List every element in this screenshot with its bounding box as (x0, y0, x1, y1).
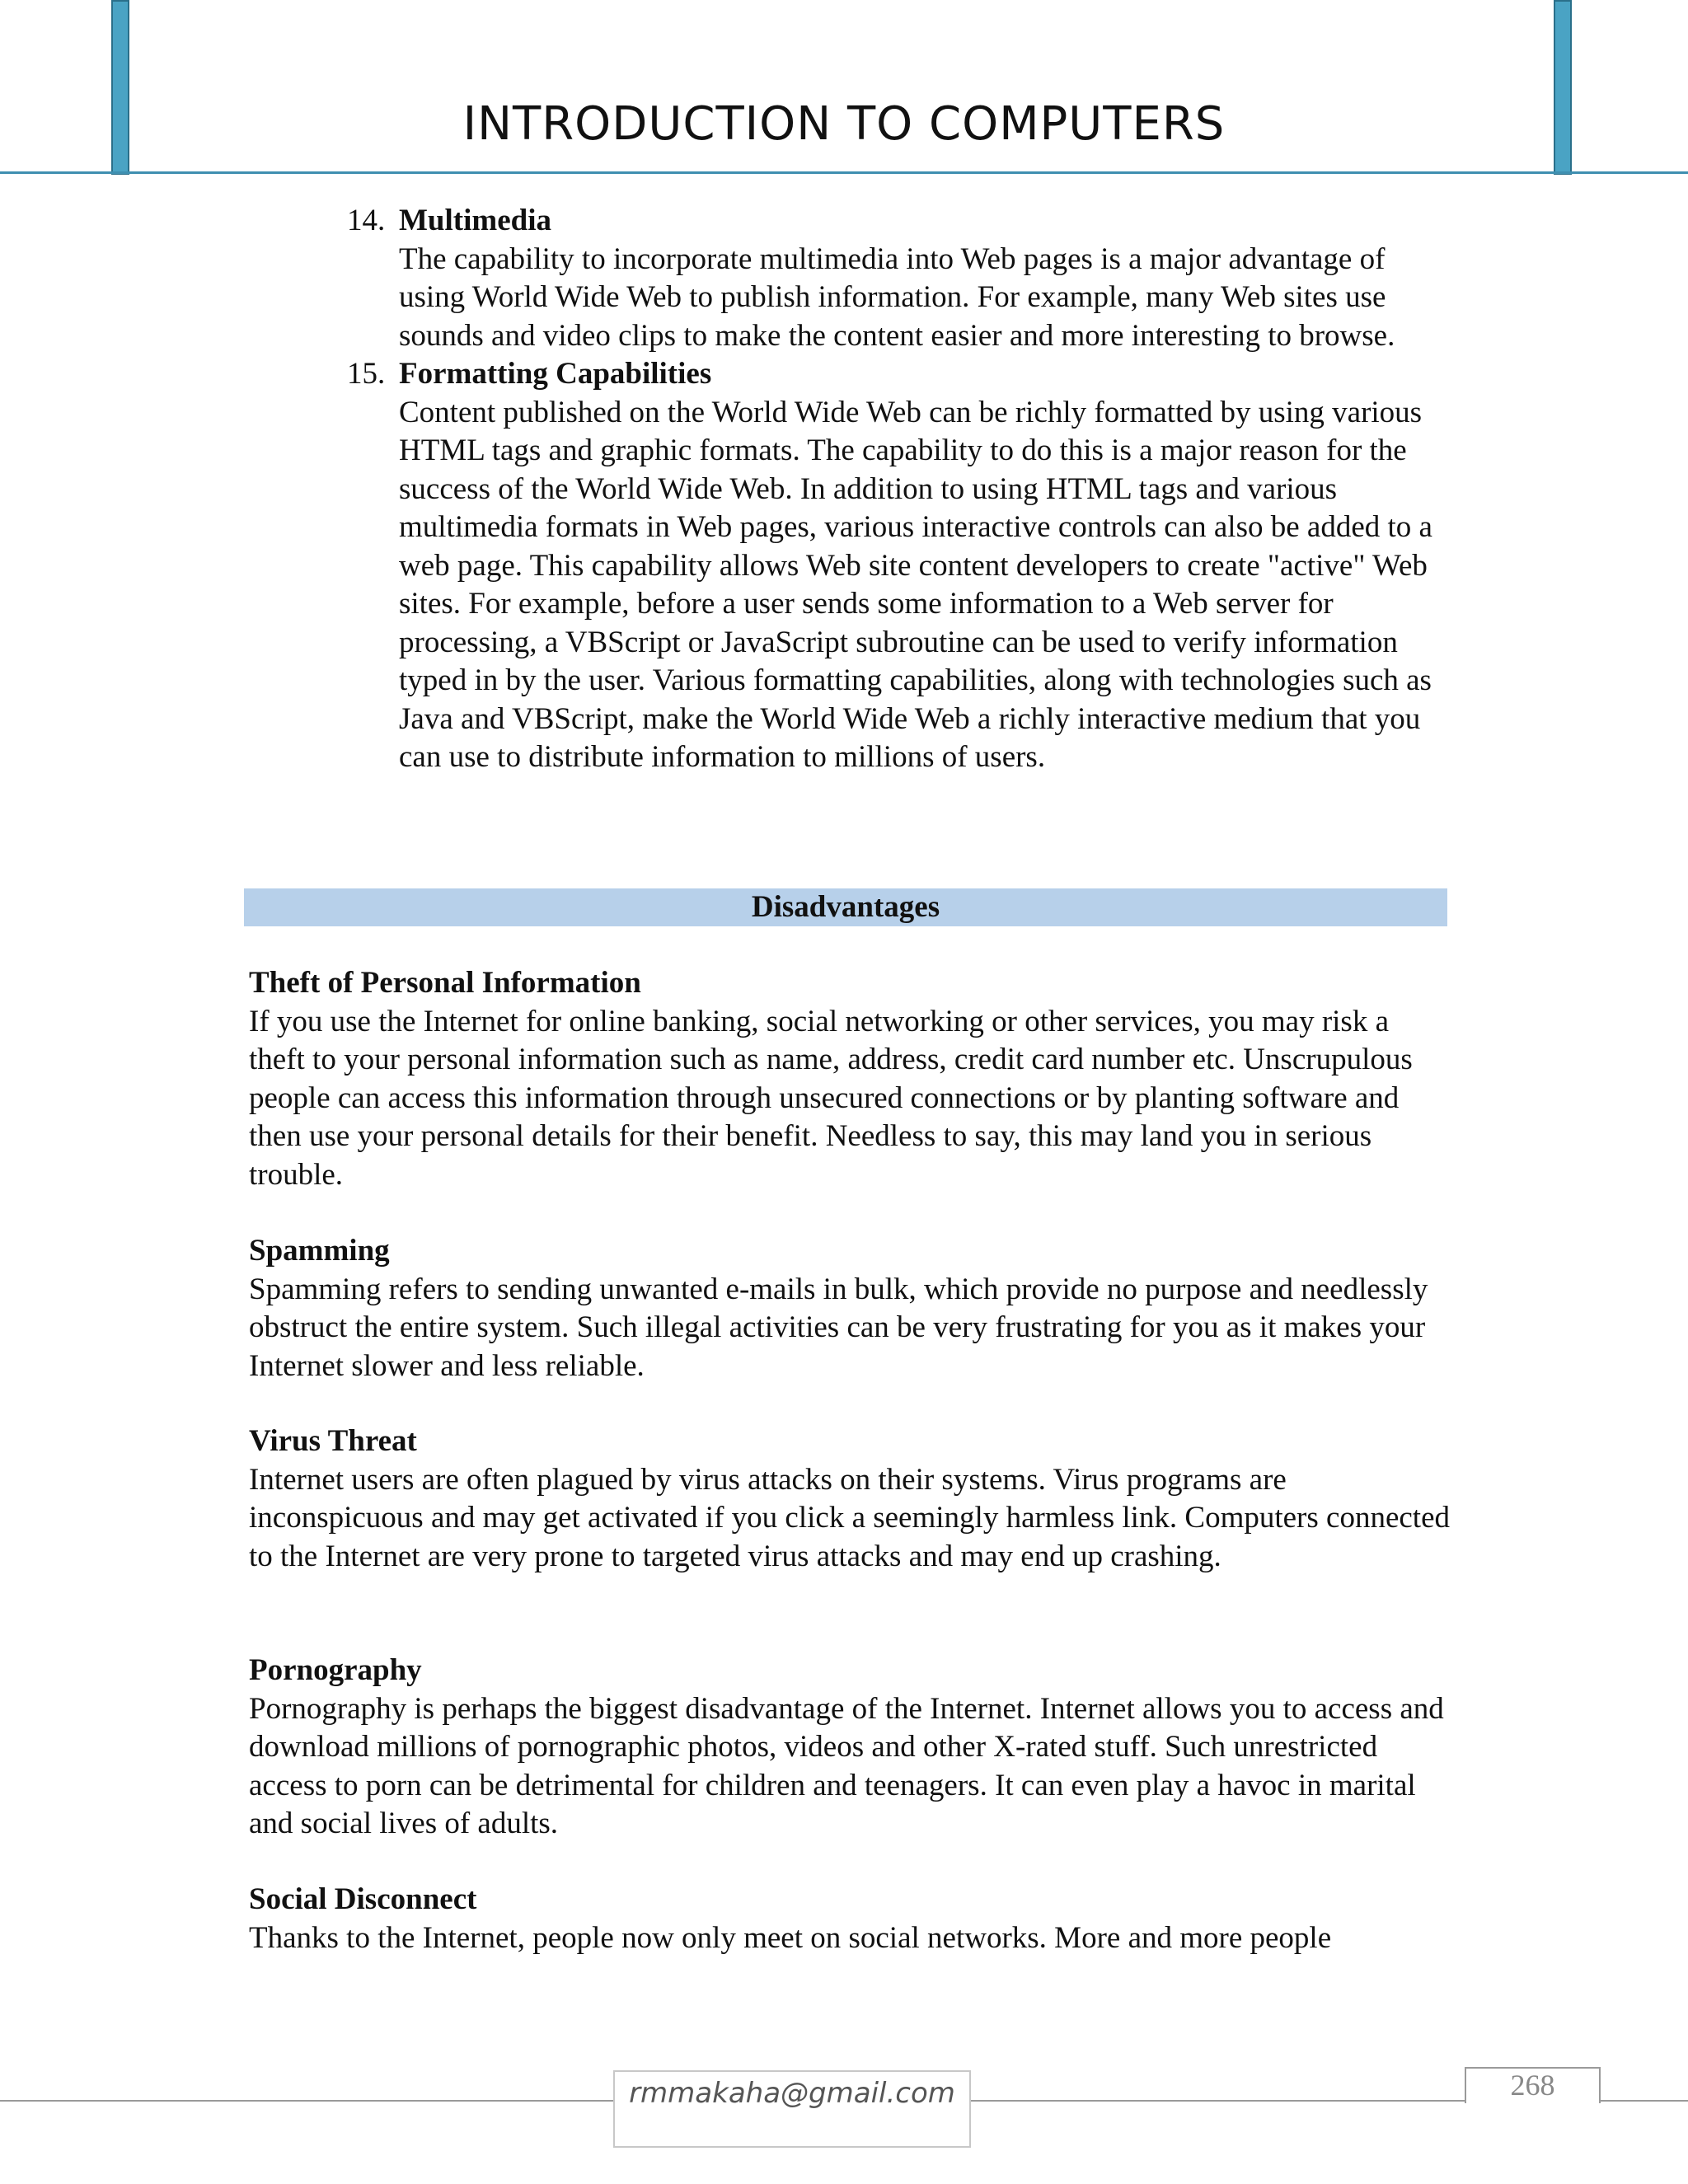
section-title: Spamming (249, 1234, 390, 1268)
section-title: Social Disconnect (249, 1882, 477, 1916)
section-text: Internet users are often plagued by virus attacks on their systems. Virus programs are inconspicuous and may get activated if you click a seemingly harmless link. Computers connected to the Internet are very prone to targeted virus attacks and may end up crashing. (249, 1462, 1451, 1573)
section-text: Spamming refers to sending unwanted e-mails in bulk, which provide no purpose and needlessly obstruct the entire system. Such illegal activities can be very frustrating for you as it makes your Internet slower and less reliable. (249, 1272, 1428, 1383)
list-item-text: The capability to incorporate multimedia into Web pages is a major advantage of using World Wide Web to publish information. For example, many Web sites use sounds and video clips to make the content easier and more interesting to browse. (399, 241, 1395, 353)
list-item-multimedia (347, 202, 1446, 355)
section-title: Virus Threat (249, 1424, 417, 1458)
section-spamming (249, 1232, 1452, 1385)
list-item-number: 14. (347, 204, 386, 237)
section-virus-threat (249, 1422, 1452, 1576)
list-item-title: Formatting Capabilities (399, 357, 712, 391)
header-rule (0, 171, 1688, 174)
list-item-formatting-capabilities (347, 355, 1446, 777)
section-title: Theft of Personal Information (249, 966, 641, 1000)
section-text: Pornography is perhaps the biggest disadvantage of the Internet. Internet allows you to access and download millions of pornographic photos, videos and other X-rated stuff. Such unrestricted access to porn can be detrimental for children and teenagers. It can even play a havoc in marital and social lives of adults. (249, 1691, 1444, 1840)
numbered-list (0, 202, 1688, 777)
section-social-disconnect (249, 1881, 1452, 1957)
section-title: Pornography (249, 1653, 422, 1687)
list-item-text: Content published on the World Wide Web can be richly formatted by using various HTML tags and graphic formats. The capability to do this is a major reason for the success of the World Wide Web. In addition to using HTML tags and various multimedia formats in Web pages, various interactive controls can also be added to a web page. This capability allows Web site content developers to create "active" Web sites. For example, before a user sends some information to a Web server for processing, a VBScript or JavaScript subroutine can be used to verify information typed in by the user. Various formatting capabilities, along with technologies such as Java and VBScript, make the World Wide Web a richly interactive medium that you can use to distribute information to millions of users. (399, 395, 1432, 774)
list-item-title: Multimedia (399, 204, 551, 237)
section-theft-of-personal-information (249, 964, 1452, 1194)
page-number: 268 (1510, 2069, 1555, 2102)
page-header-title: INTRODUCTION TO COMPUTERS (462, 97, 1226, 151)
footer-email: rmmakaha@gmail.com (629, 2077, 955, 2110)
disadvantages-heading: Disadvantages (244, 888, 1447, 926)
section-text: Thanks to the Internet, people now only meet on social networks. More and more people (249, 1920, 1332, 1955)
section-pornography (249, 1652, 1452, 1844)
section-text: If you use the Internet for online banking, social networking or other services, you may risk a theft to your personal information such as name, address, credit card number etc. Unscrupulous people can access this information through unsecured connections or by planting software and then use your personal details for their benefit. Needless to say, this may land you in serious trouble. (249, 1004, 1413, 1192)
list-item-number: 15. (347, 357, 386, 391)
